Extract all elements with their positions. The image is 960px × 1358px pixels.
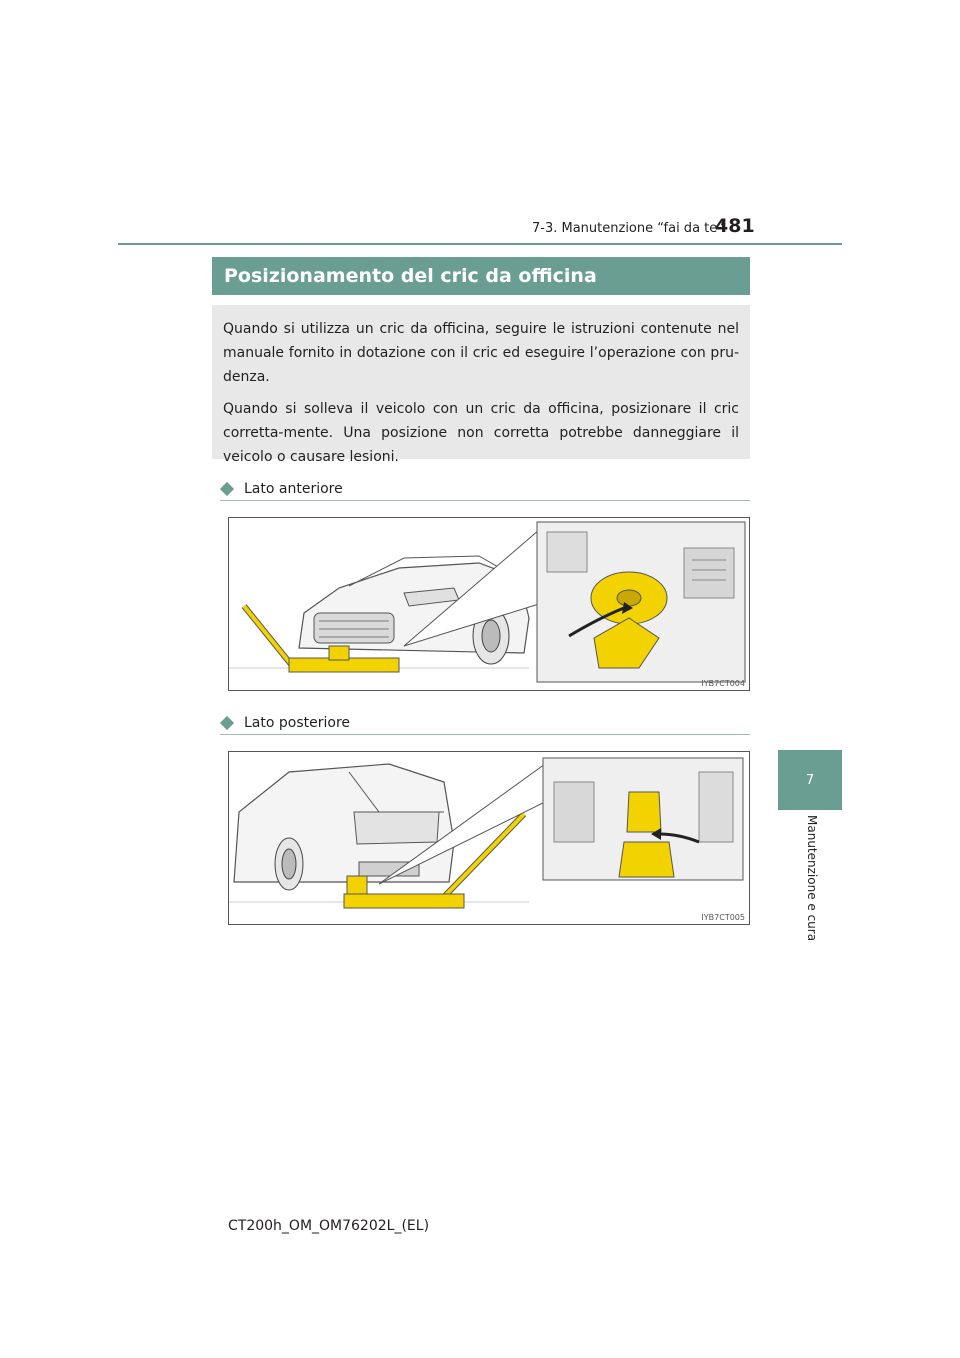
front-jack-illustration xyxy=(228,517,750,691)
figure-code-rear: IYB7CT005 xyxy=(701,913,745,922)
running-header-section: 7-3. Manutenzione “fai da te” xyxy=(532,221,724,236)
diamond-bullet-icon xyxy=(220,715,234,729)
subheading-front-label: Lato anteriore xyxy=(244,480,343,497)
rear-jack-illustration xyxy=(228,751,750,925)
chapter-tab: 7 xyxy=(778,750,842,810)
figure-code-front: IYB7CT004 xyxy=(701,679,745,688)
diamond-bullet-icon xyxy=(220,481,234,495)
intro-box xyxy=(212,305,750,465)
subheading-front xyxy=(220,477,750,501)
section-title: Posizionamento del cric da officina xyxy=(212,257,750,295)
page-number: 481 xyxy=(715,215,755,237)
intro-paragraph-1: Quando si utilizza un cric da officina, seguire le istruzioni contenute nel manuale fornito in dotazione con il cric ed eseguire l’operazione con pru-denza. xyxy=(223,321,739,385)
subheading-rear xyxy=(220,711,750,735)
chapter-label: Manutenzione e cura xyxy=(805,815,819,942)
header-divider xyxy=(118,243,842,245)
intro-paragraph-2: Quando si solleva il veicolo con un cric da officina, posizionare il cric corretta-mente. Una posizione non corretta potrebbe danneggiare il veicolo o causare lesioni. xyxy=(223,401,739,465)
footer-doc-id: CT200h_OM_OM76202L_(EL) xyxy=(228,1218,430,1234)
subheading-rear-label: Lato posteriore xyxy=(244,714,351,731)
